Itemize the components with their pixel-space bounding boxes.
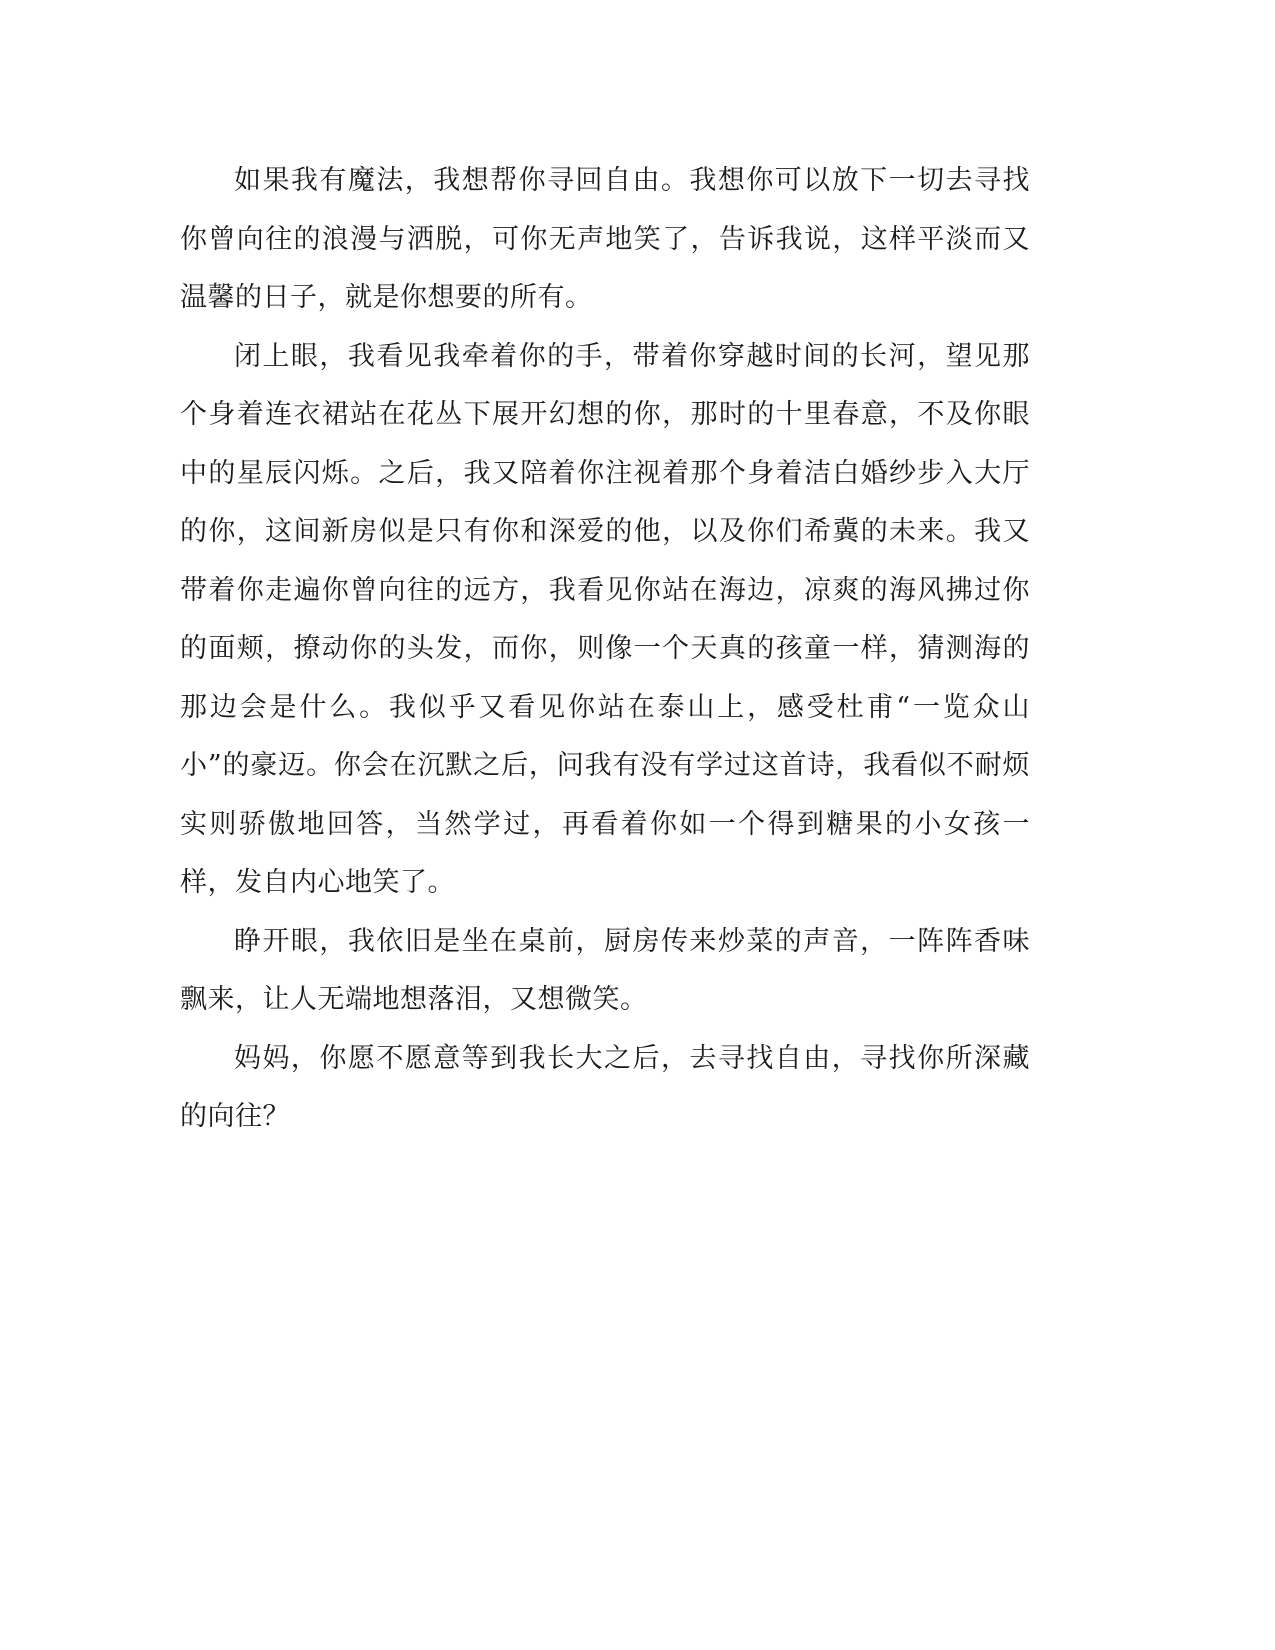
paragraph-1: 如果我有魔法，我想帮你寻回自由。我想你可以放下一切去寻找你曾向往的浪漫与洒脱，可你无声地笑了，告诉我说，这样平淡而又温馨的日子，就是你想要的所有。 [180, 165, 1030, 313]
paragraph-4: 妈妈，你愿不愿意等到我长大之后，去寻找自由，寻找你所深藏的向往？ [180, 1042, 1030, 1132]
paragraph-3: 睁开眼，我依旧是坐在桌前，厨房传来炒菜的声音，一阵阵香味飘来，让人无端地想落泪，又想微笑。 [180, 925, 1030, 1015]
paragraph-2: 闭上眼，我看见我牵着你的手，带着你穿越时间的长河，望见那个身着连衣裙站在花丛下展开幻想的你，那时的十里春意，不及你眼中的星辰闪烁。之后，我又陪着你注视着那个身着洁白婚纱步入大厅的你，这间新房似是只有你和深爱的他，以及你们希冀的未来。我又带着你走遍你曾向往的远方，我看见你站在海边，凉爽的海风拂过你的面颊，撩动你的头发，而你，则像一个天真的孩童一样，猜测海的那边会是什么。我似乎又看见你站在泰山上，感受杜甫“一览众山小”的豪迈。你会在沉默之后，问我有没有学过这首诗，我看似不耐烦实则骄傲地回答，当然学过，再看着你如一个得到糖果的小女孩一样，发自内心地笑了。 [180, 340, 1030, 898]
document-body [180, 152, 1030, 1147]
